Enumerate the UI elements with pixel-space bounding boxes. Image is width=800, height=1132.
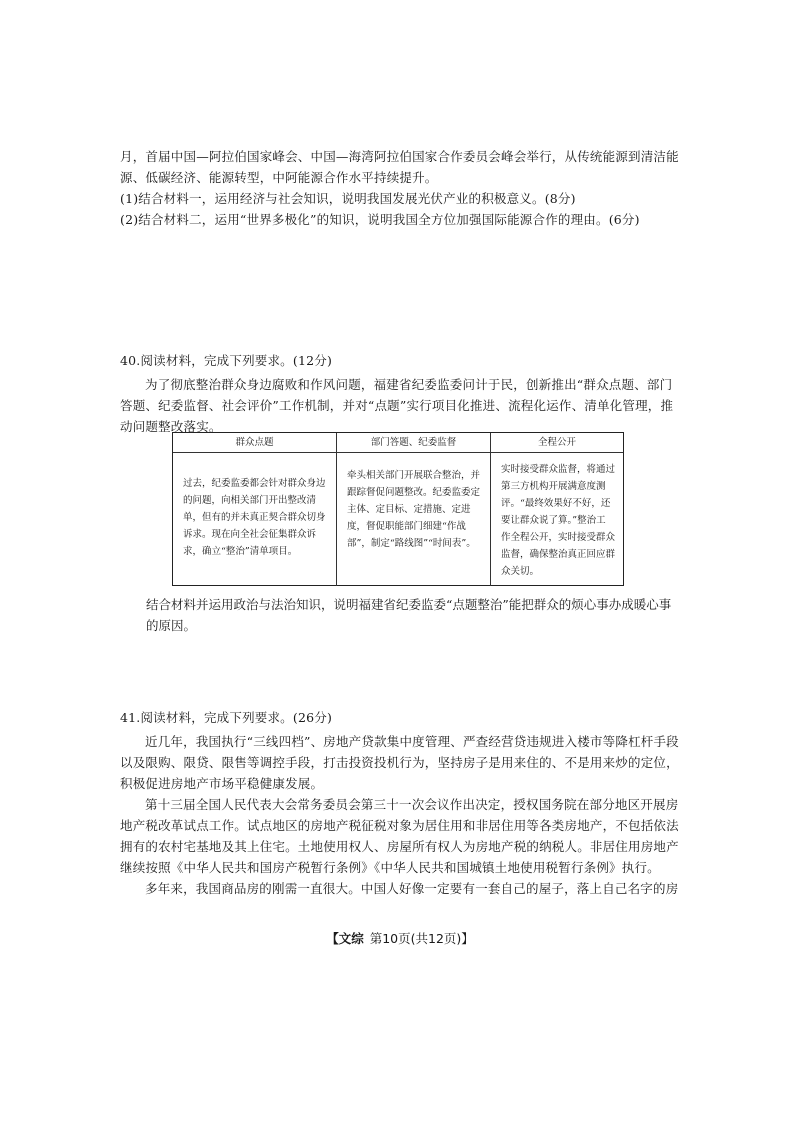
question-41-paragraph-2: 第十三届全国人民代表大会常务委员会第三十一次会议作出决定，授权国务院在部分地区开展房地产税改革试点工作。试点地区的房地产税征税对象为居住用和非居住用等各类房地产，不包括依法拥有的农村宅基地及其上住宅。土地使用权人、房屋所有权人为房地产税的纳税人。非居住用房地产继续按照《中华人民共和国房产税暂行条例》《中华人民共和国城镇土地使用税暂行条例》执行。: [120, 797, 679, 875]
question-40-material: 为了彻底整治群众身边腐败和作风问题，福建省纪委监委问计于民，创新推出“群众点题、部门答题、纪委监督、社会评价”工作机制，并对“点题”实行项目化推进、流程化运作、清单化管理，推动问题整改落实。: [120, 377, 674, 434]
previous-question-tail: [120, 146, 680, 230]
question-41-paragraph-1: 近几年，我国执行“三线四档”、房地产贷款集中度管理、严查经营贷违规进入楼市等降杠杆手段以及限购、限贷、限售等调控手段，打击投资投机行为，坚持房子是用来住的、不是用来炒的定位，积极促进房地产市场平稳健康发展。: [120, 734, 679, 791]
material-text: 月，首届中国—阿拉伯国家峰会、中国—海湾阿拉伯国家合作委员会峰会举行，从传统能源到清洁能源、低碳经济、能源转型，中阿能源合作水平持续提升。: [120, 149, 679, 185]
page-footer: [0, 929, 800, 947]
question-41: [120, 707, 680, 899]
mechanism-table: [172, 432, 624, 586]
question-40-heading: 40.阅读材料，完成下列要求。(12分): [120, 353, 333, 368]
question-40-question: 结合材料并运用政治与法治知识，说明福建省纪委监委“点题整治”能把群众的烦心事办成暖心事的原因。: [146, 597, 672, 633]
table-cell: 牵头相关部门开展联合整治，并跟踪督促问题整改。纪委监委定主体、定目标、定措施、定进度，督促职能部门细建“作战部”，制定“路线图”“时间表”。: [337, 453, 491, 586]
footer-subject: 【文综: [326, 931, 364, 946]
question-40-prompt: [146, 594, 680, 636]
sub-question-2: (2)结合材料二，运用“世界多极化”的知识，说明我国全方位加强国际能源合作的理由。(6分): [120, 212, 640, 227]
question-40: [120, 350, 680, 437]
sub-question-1: (1)结合材料一，运用经济与社会知识，说明我国发展光伏产业的积极意义。(8分): [120, 191, 576, 206]
table-header: 全程公开: [491, 433, 623, 453]
footer-page-number: 第10页(共12页)】: [369, 931, 474, 946]
table-header: 群众点题: [173, 433, 337, 453]
question-41-paragraph-3: 多年来，我国商品房的刚需一直很大。中国人好像一定要有一套自己的屋子，落上自己名字的房: [145, 881, 679, 896]
table-cell: 实时接受群众监督，将通过第三方机构开展满意度测评。“最终效果好不好，还要让群众说了算。”整治工作全程公开，实时接受群众监督，确保整治真正回应群众关切。: [501, 464, 616, 577]
table-cell: 过去，纪委监委都会针对群众身边的问题，向相关部门开出整改清单，但有的并未真正契合群众切身诉求。现在向全社会征集群众诉求，确立“整治”清单项目。: [173, 453, 337, 586]
question-41-heading: 41.阅读材料，完成下列要求。(26分): [120, 710, 333, 725]
table-header: 部门答题、纪委监督: [337, 433, 491, 453]
